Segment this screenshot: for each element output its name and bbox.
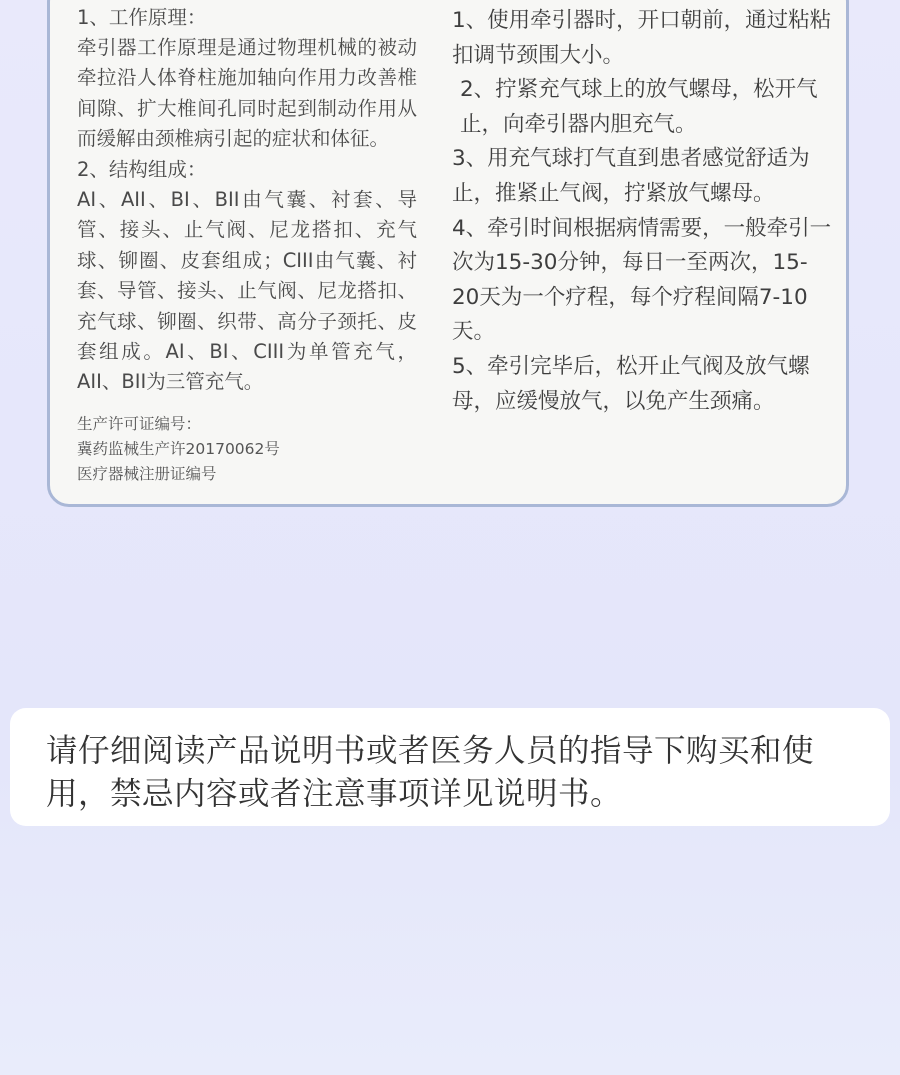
usage-notice-text: 请仔细阅读产品说明书或者医务人员的指导下购买和使用，禁忌内容或者注意事项详见说明书。 [46,733,815,812]
structure-text: AI、AII、BI、BII由气囊、衬套、导管、接头、止气阀、尼龙搭扣、充气球、铆圈、皮套组成；CIII由气囊、衬套、导管、接头、止气阀、尼龙搭扣、充气球、铆圈、织带、高分子颈托、皮套组成。AI、BI、CIII为单管充气，AII、BII为三管充气。 [77,188,417,394]
usage-notice-box [10,708,890,826]
usage-step: 4、牵引时间根据病情需要，一般牵引一次为15-30分钟，每日一至两次，15-20天为一个疗程，每个疗程间隔7-10天。 [452,215,832,345]
registration-label: 医疗器械注册证编号 [77,464,217,483]
principle-text: 牵引器工作原理是通过物理机械的被动牵拉沿人体脊柱施加轴向作用力改善椎间隙、扩大椎间孔同时起到制动作用从而缓解由颈椎病引起的症状和体征。 [77,36,417,151]
production-license [77,412,417,487]
license-number: 冀药监械生产许20170062号 [77,439,280,458]
usage-step: 2、拧紧充气球上的放气螺母，松开气止，向牵引器内胆充气。 [460,77,818,137]
instruction-leaflet-photo [47,0,849,507]
leaflet-left-column [77,3,417,487]
license-label: 生产许可证编号： [77,414,202,433]
usage-step: 5、牵引完毕后，松开止气阀及放气螺母，应缓慢放气，以免产生颈痛。 [452,353,810,414]
usage-step: 1、使用牵引器时，开口朝前，通过粘粘扣调节颈围大小。 [452,8,832,68]
principle-heading: 1、工作原理： [77,6,207,29]
structure-heading: 2、结构组成： [77,157,207,181]
usage-step: 3、用充气球打气直到患者感觉舒适为止，推紧止气阀，拧紧放气螺母。 [452,146,810,206]
leaflet-right-column [452,4,832,419]
